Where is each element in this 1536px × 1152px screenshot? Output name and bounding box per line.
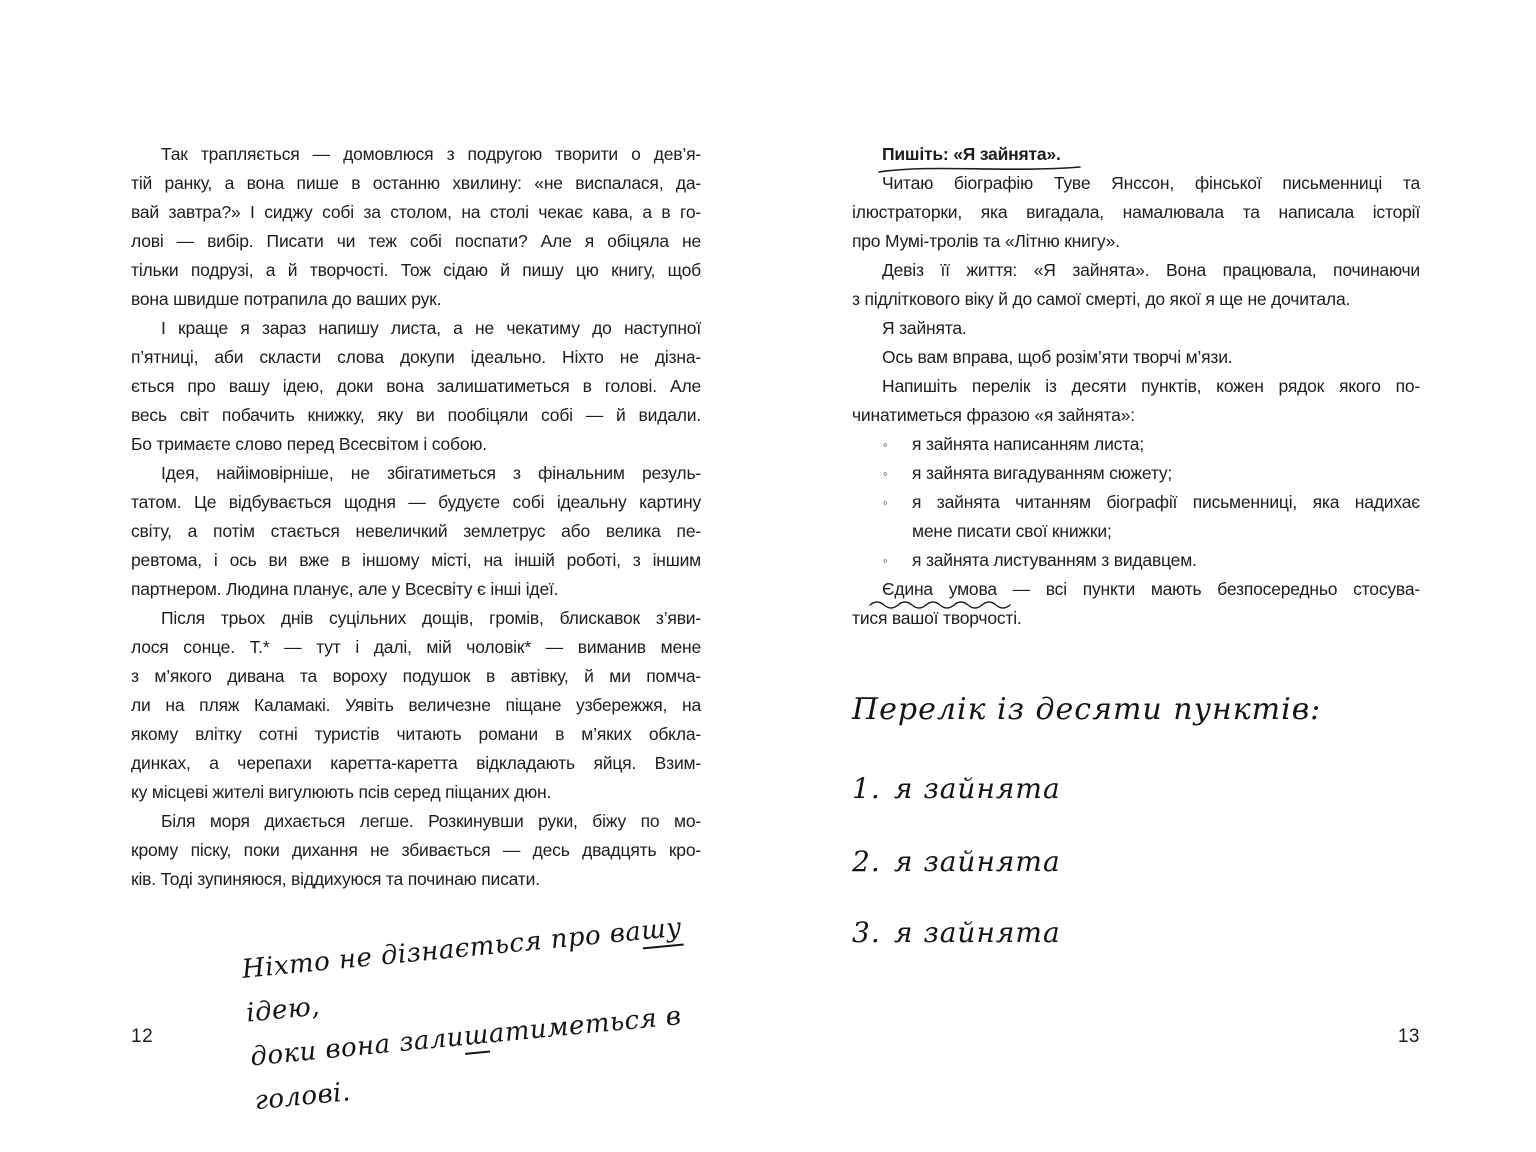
handwritten-item-number: 3.	[852, 916, 881, 949]
text-line: Читаю біографію Туве Янссон, фінської письменниці та	[882, 173, 1420, 193]
handwritten-item-text: я зайнята	[894, 845, 1061, 878]
note-underlined-text: ш	[462, 1020, 490, 1055]
handwritten-note	[240, 900, 755, 1123]
note-text: ідею,	[244, 991, 322, 1029]
bullet-item-text	[912, 459, 1420, 488]
text-line: ків. Тоді зупиняюся, віддихуюся та починаю писати.	[131, 869, 540, 889]
text-line: вай завтра?» І сиджу собі за столом, на столі чекає кава, а в го-	[131, 202, 701, 222]
bullet-item-text	[912, 546, 1420, 575]
text-line: ку місцеві жителі вигулюють псів серед піщаних дюн.	[131, 782, 552, 802]
bullet-item-text	[912, 488, 1420, 546]
text-line: ли на пляж Каламакі. Уявіть величезне піщане узбережжя, на	[131, 695, 701, 715]
handwritten-item-text: я зайнята	[894, 772, 1061, 805]
text-line: з м’якого дивана та вороху подушок в автівку, й ми помча-	[131, 666, 701, 686]
text-line: якому влітку сотні туристів читають романи в м’яких обкла-	[131, 724, 701, 744]
handwritten-list-item	[852, 916, 1061, 949]
text-line: ілюстраторки, яка вигадала, намалювала та написала історії	[852, 202, 1420, 222]
text-line: І краще я зараз напишу листа, а не чекатиму до наступної	[161, 318, 701, 338]
text-line: Я зайнята.	[882, 318, 967, 338]
body-paragraph	[852, 343, 1420, 372]
text-line: Напишіть перелік із десяти пунктів, кожен рядок якого по-	[882, 376, 1420, 396]
bullet-circle-icon: ◦	[883, 437, 888, 452]
body-paragraph	[852, 169, 1420, 256]
bullet-item-text	[912, 430, 1420, 459]
text-line: мене писати свої книжки;	[912, 521, 1112, 541]
heading-underline-arc	[876, 163, 1084, 175]
text-line: крому піску, поки дихання не збивається — десь двадцять кро-	[131, 840, 701, 860]
body-paragraph	[852, 256, 1420, 314]
body-paragraph	[131, 604, 701, 807]
handwritten-item-number: 2.	[852, 845, 881, 878]
body-paragraph	[852, 314, 1420, 343]
body-paragraph	[131, 807, 701, 894]
bullet-circle-icon: ◦	[883, 466, 888, 481]
text-line: з підліткового віку й до самої смерті, до якої я ще не дочитала.	[852, 289, 1351, 309]
text-line: вона швидше потрапила до ваших рук.	[131, 289, 442, 309]
bullet-item	[852, 459, 1420, 488]
text-line: тільки подрузі, а й творчості. Тож сідаю й пишу цю книгу, щоб	[131, 260, 701, 280]
text-line: п’ятниці, аби скласти слова докупи ідеально. Ніхто не дізна-	[131, 347, 701, 367]
bullet-item	[852, 430, 1420, 459]
text-line: я зайнята читанням біографії письменниці, яка надихає	[912, 492, 1420, 512]
page-number-left: 12	[131, 1026, 154, 1047]
handwritten-list-heading: Перелік із десяти пунктів:	[852, 692, 1322, 727]
text-line: світу, а потім стається невеличкий землетрус або велика пе-	[131, 521, 701, 541]
text-line: татом. Це відбувається щодня — будуєте собі ідеальну картину	[131, 492, 701, 512]
page-number-right: 13	[1397, 1026, 1420, 1047]
text-line: тися вашої творчості.	[852, 608, 1022, 628]
text-line: я зайнята написанням листа;	[912, 434, 1145, 454]
note-text: доки вона зали	[249, 1022, 466, 1073]
text-line: ється про вашу ідею, доки вона залишатиметься в голові. Але	[131, 376, 701, 396]
text-line: про Мумі-тролів та «Літню книгу».	[852, 231, 1120, 251]
wavy-underline	[868, 599, 1016, 609]
bullet-item	[852, 488, 1420, 546]
right-text-column	[852, 140, 1420, 633]
text-line: партнером. Людина планує, але у Всесвіту є інші ідеї.	[131, 579, 559, 599]
bullet-circle-icon: ◦	[883, 553, 888, 568]
note-text: Ніхто не дізнається про ва	[240, 916, 643, 985]
text-line: я зайнята листуванням з видавцем.	[912, 550, 1197, 570]
text-line: лові — вибір. Писати чи теж собі поспати? Але я обіцяла не	[131, 231, 701, 251]
text-line: ревтома, і ось ви вже в іншому місті, на іншій роботі, з іншим	[131, 550, 701, 570]
text-line: Ось вам вправа, щоб розім’яти творчі м’язи.	[882, 347, 1233, 367]
note-underlined-text: шу	[640, 913, 684, 950]
section-heading	[852, 140, 1420, 169]
body-paragraph	[131, 140, 701, 314]
body-paragraph	[852, 372, 1420, 430]
handwritten-list	[852, 692, 1420, 992]
bullet-list	[852, 430, 1420, 575]
text-line	[852, 575, 1420, 604]
text-line: динках, а черепахи каретта-каретта відкладають яйця. Взим-	[131, 753, 701, 773]
text-line: тій ранку, а вона пише в останню хвилину: «не виспалася, да-	[131, 173, 701, 193]
left-text-column	[131, 140, 701, 894]
text-line: весь світ побачить книжку, яку ви пообіцяли собі — й видали.	[131, 405, 701, 425]
bullet-circle-icon: ◦	[883, 495, 888, 510]
bullet-item	[852, 546, 1420, 575]
text-line: Бо тримаєте слово перед Всесвітом і собою.	[131, 434, 487, 454]
note-text: атиметься в голові.	[253, 1001, 683, 1117]
section-heading-text: Пишіть: «Я зайнята».	[882, 144, 1061, 164]
text-line: Біля моря дихається легше. Розкинувши руки, біжу по мо-	[161, 811, 701, 831]
body-paragraph	[131, 314, 701, 459]
text-line: я зайнята вигадуванням сюжету;	[912, 463, 1173, 483]
text-line: чинатиметься фразою «я зайнята»:	[852, 405, 1135, 425]
body-paragraph	[852, 575, 1420, 633]
text-line: Девіз її життя: «Я зайнята». Вона працювала, починаючи	[882, 260, 1420, 280]
text-line: лося сонце. Т.* — тут і далі, мій чоловік* — виманив мене	[131, 637, 701, 657]
handwritten-item-text: я зайнята	[894, 916, 1061, 949]
handwritten-list-item	[852, 772, 1061, 805]
handwritten-item-number: 1.	[852, 772, 881, 805]
text-line: Після трьох днів суцільних дощів, громів, блискавок з’яви-	[161, 608, 701, 628]
text-line: Ідея, найімовірніше, не збігатиметься з фінальним резуль-	[161, 463, 701, 483]
text-line: Так трапляється — домовлюся з подругою творити о дев’я-	[161, 144, 701, 164]
body-paragraph	[131, 459, 701, 604]
handwritten-list-item	[852, 845, 1061, 878]
text-line-content: Єдина умова — всі пункти мають безпосередньо стосува-	[882, 579, 1420, 599]
